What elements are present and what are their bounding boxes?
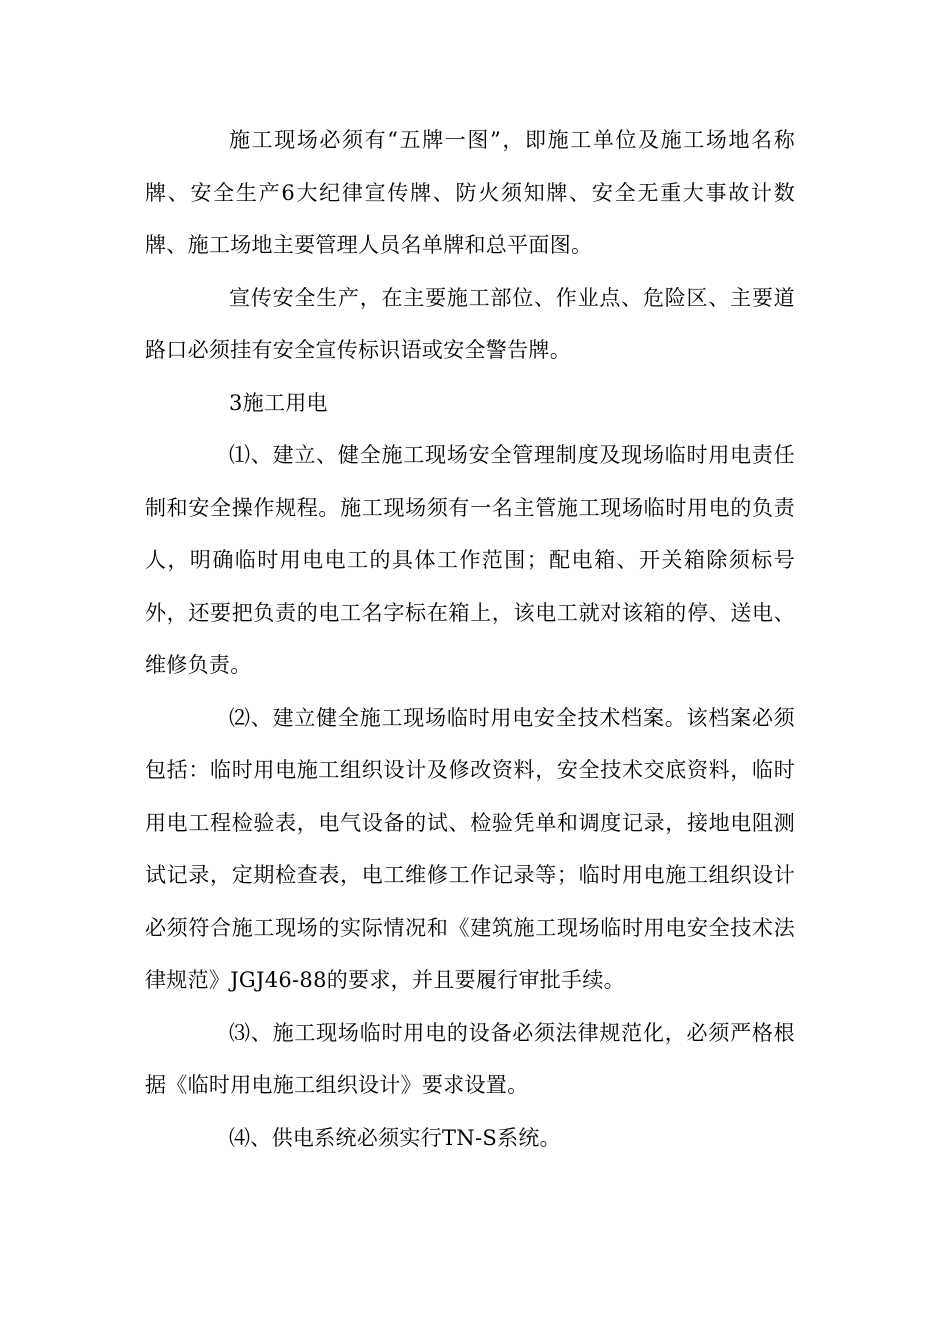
document-body [145,114,795,1164]
paragraph-item-2: ⑵、建立健全施工现场临时用电安全技术档案。该档案必须包括：临时用电施工组织设计及修改资料，安全技术交底资料，临时用电工程检验表，电气设备的试、检验凭单和调度记录，接地电阻测试记录，定期检查表，电工维修工作记录等；临时用电施工组织设计必须符合施工现场的实际情况和《建筑施工现场临时用电安全技术法律规范》JGJ46-88的要求，并且要履行审批手续。 [145,705,795,992]
paragraph-safety-publicity: 宣传安全生产，在主要施工部位、作业点、危险区、主要道路口必须挂有安全宣传标识语或安全警告牌。 [145,285,795,362]
paragraph-item-1: ⑴、建立、健全施工现场安全管理制度及现场临时用电责任制和安全操作规程。施工现场须有一名主管施工现场临时用电的负责人，明确临时用电电工的具体工作范围；配电箱、开关箱除须标号外，还要把负责的电工名字标在箱上，该电工就对该箱的停、送电、维修负责。 [145,443,795,677]
section-heading-power-use: 3施工用电 [229,390,328,415]
paragraph-site-signs: 施工现场必须有“五牌一图”，即施工单位及施工场地名称牌、安全生产6大纪律宣传牌、防火须知牌、安全无重大事故计数牌、施工场地主要管理人员名单牌和总平面图。 [145,128,795,257]
paragraph-item-3: ⑶、施工现场临时用电的设备必须法律规范化，必须严格根据《临时用电施工组织设计》要求设置。 [145,1020,795,1097]
paragraph-item-4: ⑷、供电系统必须实行TN-S系统。 [229,1125,561,1150]
